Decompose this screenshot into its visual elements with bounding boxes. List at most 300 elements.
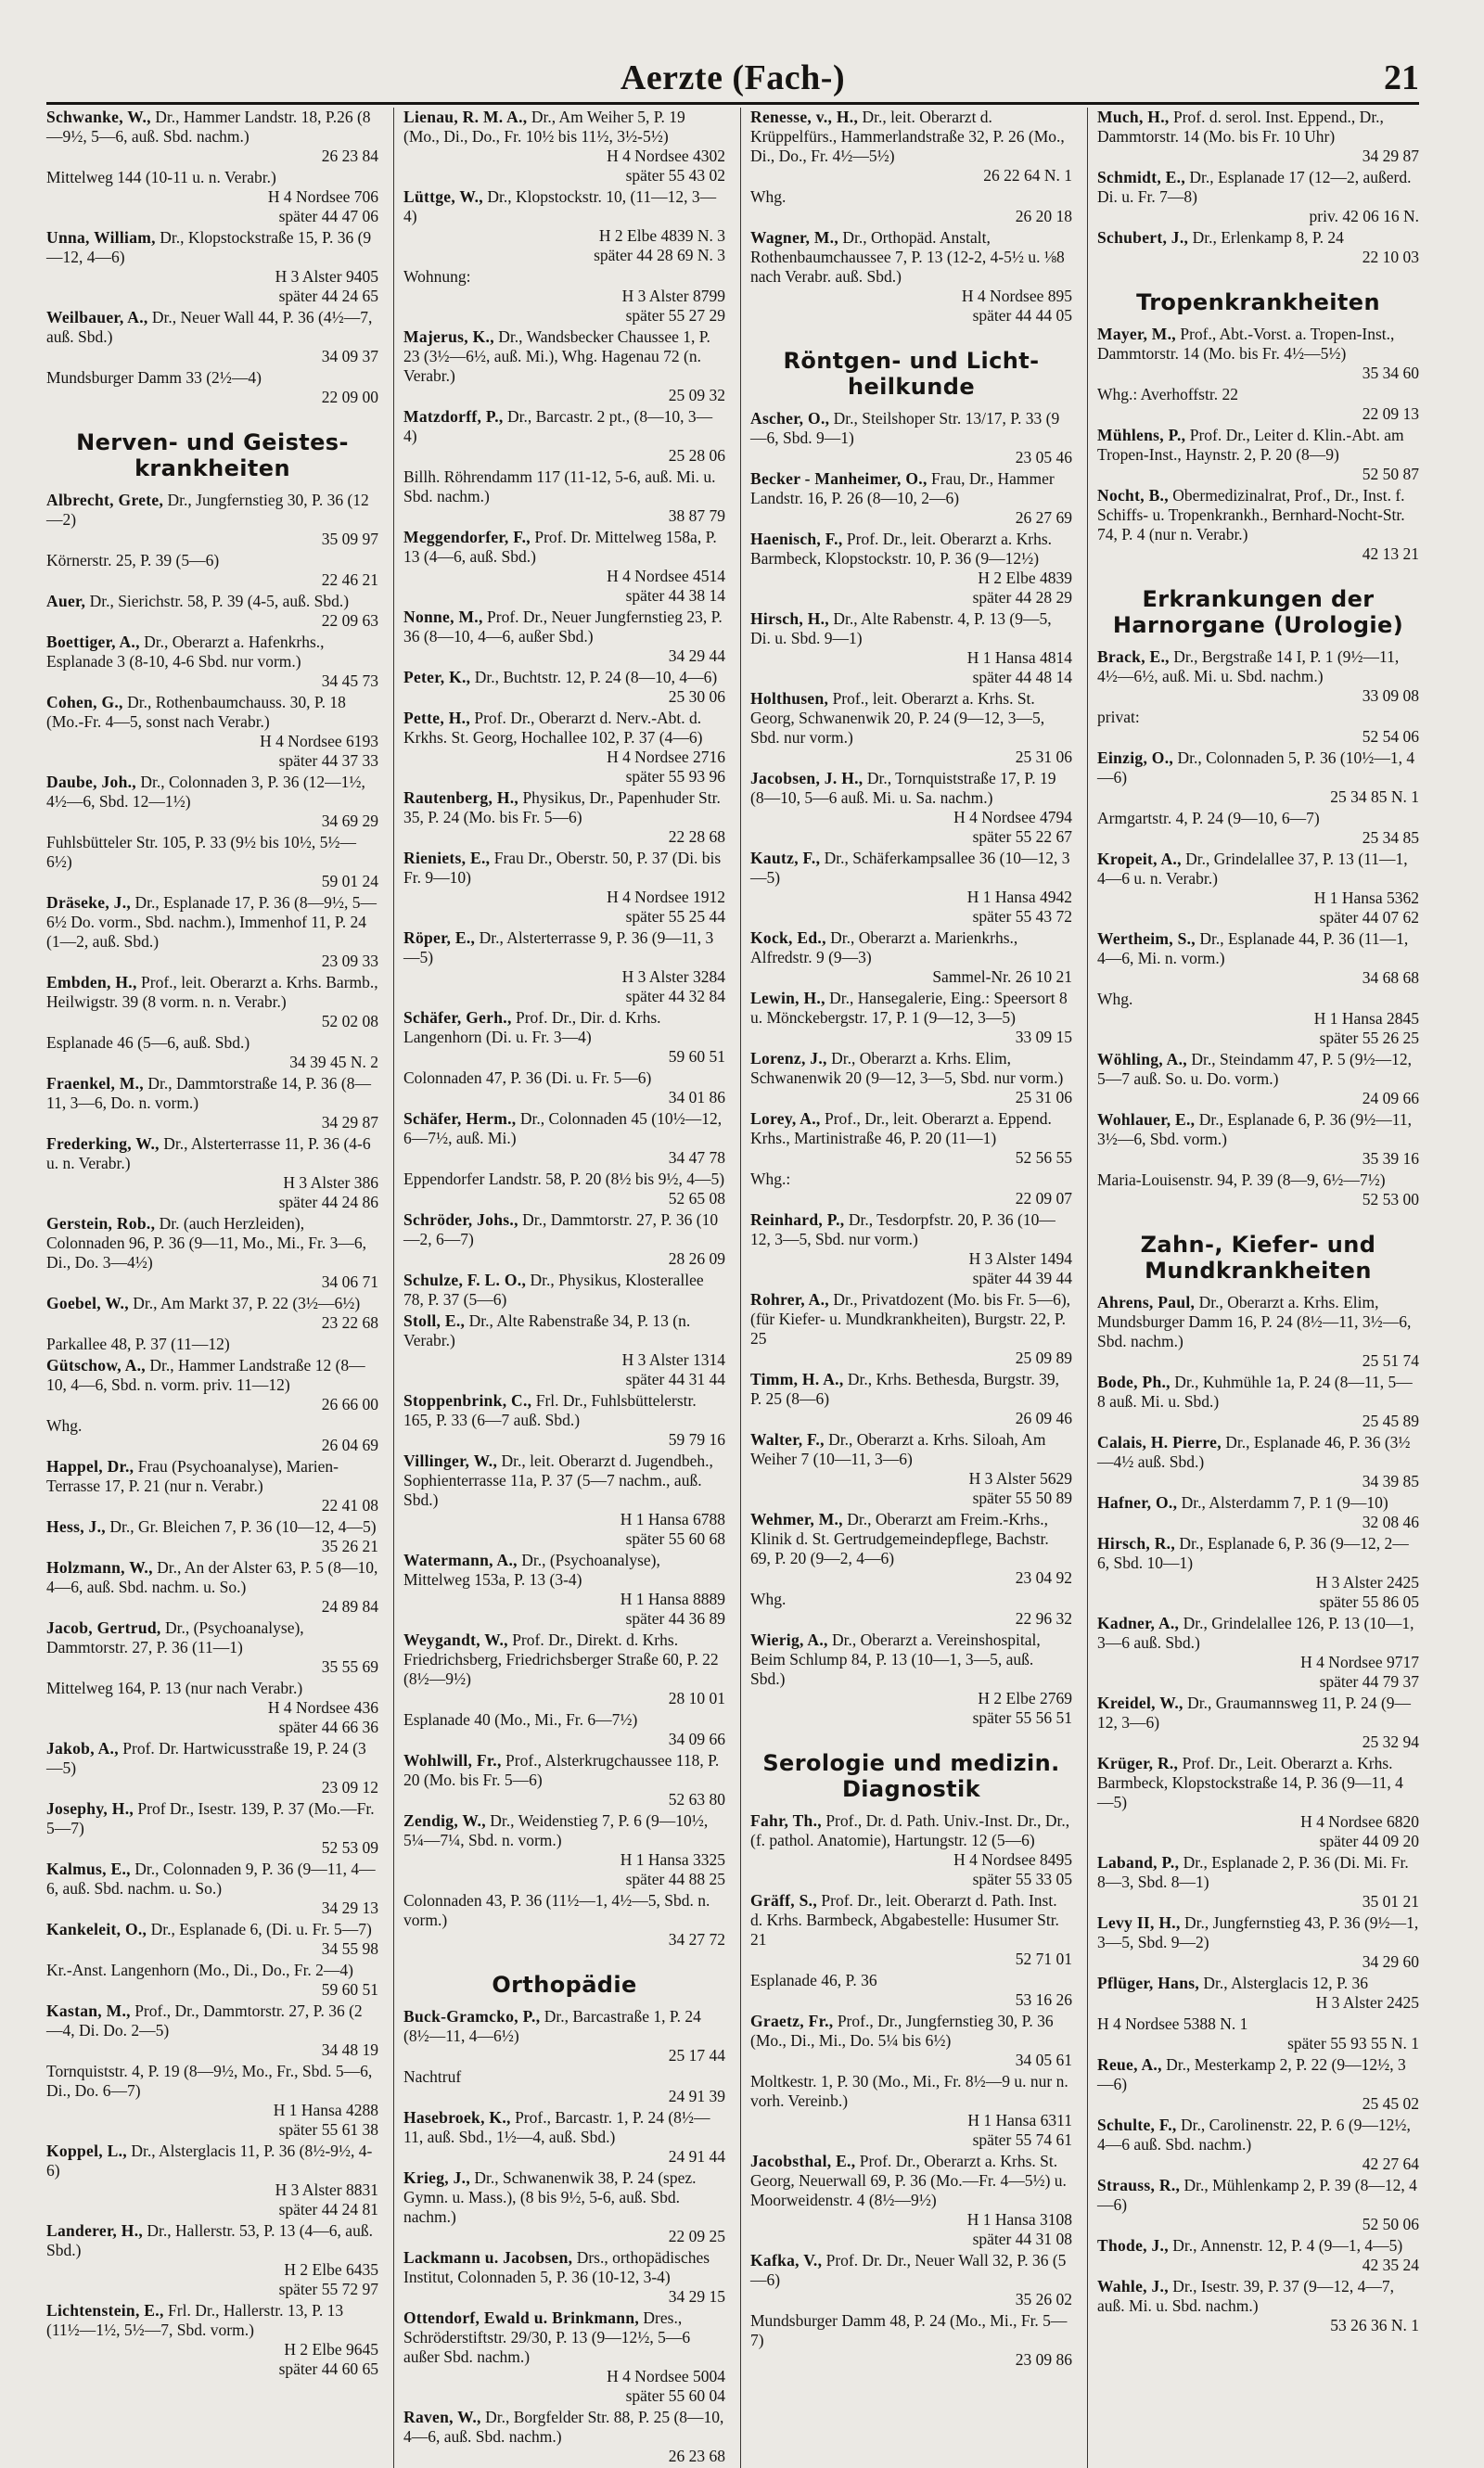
doctor-name: Landerer, H., bbox=[46, 2221, 144, 2240]
directory-entry bbox=[403, 1311, 725, 1389]
doctor-name: Jakob, A., bbox=[46, 1739, 119, 1758]
doctor-name: Röper, E., bbox=[403, 928, 476, 947]
phone-number: H 4 Nordsee 895 bbox=[961, 287, 1072, 305]
entry-line bbox=[403, 2308, 725, 2367]
entry-details: Dr., Colonnaden 9, P. 36 (9—11, 4—6, auß. Sbd. nachm. u. So.) bbox=[46, 1860, 376, 1898]
entry-line bbox=[46, 1356, 378, 1395]
doctor-name: Pette, H., bbox=[403, 709, 470, 727]
entry-body bbox=[750, 989, 1068, 1027]
phone-number: 22 96 32 bbox=[1015, 1609, 1072, 1628]
directory-entry bbox=[750, 1510, 1072, 1588]
directory-entry bbox=[46, 2001, 378, 2060]
entry-details: Physikus, Dr., Papenhuder Str. 35, P. 24 (Mo. bis Fr. 5—6) bbox=[403, 788, 721, 826]
doctor-name: Gräff, S., bbox=[750, 1891, 818, 1910]
doctor-name: Hirsch, H., bbox=[750, 609, 829, 628]
entry-line bbox=[403, 788, 725, 827]
phone-number: 53 26 36 N. 1 bbox=[1330, 2316, 1419, 2334]
doctor-name: Watermann, A., bbox=[403, 1551, 518, 1569]
entry-line bbox=[1097, 1110, 1419, 1149]
directory-entry bbox=[750, 2012, 1072, 2070]
entry-body bbox=[46, 1517, 377, 1536]
later-phone-number: später 55 74 61 bbox=[972, 2130, 1072, 2149]
phone-number: 52 02 08 bbox=[321, 1012, 378, 1030]
entry-details: Parkallee 48, P. 37 (11—12) bbox=[46, 1335, 230, 1353]
doctor-name: Haenisch, F., bbox=[750, 530, 843, 548]
directory-entry bbox=[1097, 1974, 1419, 2013]
phone-number: 24 89 84 bbox=[321, 1597, 378, 1616]
entry-body bbox=[1097, 1754, 1403, 1811]
entry-line bbox=[403, 187, 725, 226]
directory-entry bbox=[750, 1430, 1072, 1508]
entry-details: Dr., Oberarzt am Freim.-Krhs., Klinik d. St. Gertrudgemeindepflege, Bachstr. 69, P. 20 (9—2, 4—6) bbox=[750, 1510, 1049, 1567]
entry-line bbox=[403, 528, 725, 567]
later-phone-number: später 55 61 38 bbox=[278, 2120, 378, 2139]
entry-body bbox=[403, 1751, 719, 1789]
phone-number: H 4 Nordsee 6193 bbox=[260, 732, 378, 750]
entry-body bbox=[1097, 2277, 1394, 2315]
entry-details: Dr., Privatdozent (Mo. bis Fr. 5—6), (für Kiefer- u. Mundkrankheiten), Burgstr. 22, P. 25 bbox=[750, 1290, 1071, 1348]
phone-number: H 1 Hansa 5362 bbox=[1313, 889, 1419, 907]
entry-body bbox=[403, 2168, 697, 2226]
phone-number: 25 30 06 bbox=[668, 687, 725, 706]
phone-number: 52 50 06 bbox=[1362, 2215, 1419, 2233]
entry-body bbox=[750, 1109, 1052, 1147]
phone-number: 33 09 08 bbox=[1362, 686, 1419, 705]
entry-body bbox=[1097, 2176, 1417, 2214]
entry-details: Prof., Dr., leit. Oberarzt a. Eppend. Krhs., Martinistraße 46, P. 20 (11—1) bbox=[750, 1109, 1052, 1147]
directory-entry bbox=[1097, 1913, 1419, 1972]
phone-number: 52 53 00 bbox=[1362, 1190, 1419, 1208]
entry-line bbox=[46, 108, 378, 147]
entry-body bbox=[403, 1710, 637, 1729]
section-heading: Röntgen- und Licht-heilkunde bbox=[783, 348, 1040, 400]
entry-line bbox=[46, 2221, 378, 2260]
entry-body bbox=[46, 1618, 304, 1656]
directory-entry bbox=[46, 1618, 378, 1677]
entry-line bbox=[750, 1630, 1072, 1689]
entry-body bbox=[46, 833, 356, 871]
entry-details: Dr., Oberarzt a. Hafenkrhs., Esplanade 3 (8-10, 4-6 Sbd. nur vorm.) bbox=[46, 633, 325, 671]
directory-entry bbox=[1097, 809, 1419, 848]
phone-number: 33 09 15 bbox=[1015, 1028, 1072, 1046]
entry-line bbox=[46, 2001, 378, 2040]
entry-details: Esplanade 46, P. 36 bbox=[750, 1971, 877, 1989]
entry-line bbox=[1097, 1534, 1419, 1573]
entry-details: Dr., Hallerstr. 53, P. 13 (4—6, auß. Sbd.) bbox=[46, 2221, 373, 2259]
entry-line bbox=[46, 168, 378, 187]
directory-entry bbox=[403, 2108, 725, 2167]
entry-details: Dr., Orthopäd. Anstalt, Rothenbaumchaussee 7, P. 13 (12-2, 4-5½ u. ⅛8 nach Verabr. auß. Sbd.) bbox=[750, 228, 1065, 286]
directory-entry bbox=[1097, 990, 1419, 1048]
doctor-name: Boettiger, A., bbox=[46, 633, 140, 651]
doctor-name: Auer, bbox=[46, 592, 86, 610]
entry-details: Dr., Rothenbaumchauss. 30, P. 18 (Mo.-Fr. 4—5, sonst nach Verabr.) bbox=[46, 693, 346, 731]
entry-body bbox=[750, 2072, 1068, 2110]
entry-line bbox=[46, 1134, 378, 1173]
page-title: Aerzte (Fach-) bbox=[620, 58, 846, 97]
later-phone-number: später 44 09 20 bbox=[1319, 1832, 1419, 1850]
directory-entry bbox=[1097, 1853, 1419, 1912]
doctor-name: Stoll, E., bbox=[403, 1311, 466, 1330]
entry-details: Dr., Kuhmühle 1a, P. 24 (8—11, 5—8 auß. Mi. u. Sbd.) bbox=[1097, 1373, 1413, 1411]
directory-entry bbox=[46, 308, 378, 366]
entry-details: Dr., Alte Rabenstr. 4, P. 13 (9—5, Di. u. Sbd. 9—1) bbox=[750, 609, 1052, 647]
phone-number: 23 22 68 bbox=[321, 1313, 378, 1332]
entry-body bbox=[750, 409, 1059, 447]
phone-number: H 4 Nordsee 436 bbox=[267, 1698, 378, 1717]
directory-entry bbox=[750, 108, 1072, 185]
entry-body bbox=[403, 849, 721, 887]
directory-entry bbox=[403, 668, 725, 707]
entry-line bbox=[46, 1920, 378, 1939]
doctor-name: Lewin, H., bbox=[750, 989, 825, 1007]
entry-body bbox=[1097, 168, 1412, 206]
entry-details: Prof., Dr. d. Path. Univ.-Inst. Dr., Dr., (f. pathol. Anatomie), Hartungstr. 12 (5—6) bbox=[750, 1811, 1070, 1849]
phone-number: 22 41 08 bbox=[321, 1496, 378, 1515]
doctor-name: Renesse, v., H., bbox=[750, 108, 859, 126]
entry-details: Prof., leit. Oberarzt a. Krhs. Barmb., Heilwigstr. 39 (8 vorm. n. n. Verabr.) bbox=[46, 973, 378, 1011]
directory-entry bbox=[403, 1751, 725, 1809]
entry-line bbox=[403, 1109, 725, 1148]
doctor-name: Schulze, F. L. O., bbox=[403, 1271, 527, 1289]
doctor-name: Mühlens, P., bbox=[1097, 426, 1186, 444]
entry-body bbox=[750, 1811, 1069, 1849]
phone-number: 34 09 37 bbox=[321, 347, 378, 365]
directory-entry bbox=[750, 1891, 1072, 1969]
entry-body bbox=[750, 1510, 1049, 1567]
entry-line bbox=[46, 1618, 378, 1657]
entry-body bbox=[1097, 990, 1132, 1008]
entry-line bbox=[403, 2007, 725, 2046]
phone-number: 26 04 69 bbox=[321, 1436, 378, 1454]
doctor-name: Kautz, F., bbox=[750, 849, 821, 867]
directory-entry bbox=[46, 833, 378, 891]
doctor-name: Majerus, K., bbox=[403, 327, 494, 346]
directory-entry bbox=[403, 1210, 725, 1269]
directory-entry bbox=[750, 928, 1072, 987]
doctor-name: Meggendorfer, F., bbox=[403, 528, 531, 546]
directory-entry bbox=[403, 607, 725, 666]
phone-number: 26 23 68 bbox=[668, 2447, 725, 2465]
entry-details: Dr. (auch Herzleiden), Colonnaden 96, P. 36 (9—11, Mo., Mi., Fr. 3—6, Di., Do. 3—4½) bbox=[46, 1214, 366, 1272]
doctor-name: Schubert, J., bbox=[1097, 228, 1189, 247]
phone-number: H 1 Hansa 3325 bbox=[620, 1850, 725, 1869]
entry-details: Nachtruf bbox=[403, 2067, 462, 2086]
entry-body bbox=[46, 1558, 377, 1596]
entry-details: Prof., Dr., Dammtorstr. 27, P. 36 (2—4, Di. Do. 2—5) bbox=[46, 2001, 363, 2040]
later-phone-number: später 44 79 37 bbox=[1319, 1672, 1419, 1691]
doctor-name: Cohen, G., bbox=[46, 693, 123, 711]
entry-body bbox=[46, 1679, 302, 1697]
phone-number: 34 27 72 bbox=[668, 1930, 725, 1949]
entry-body bbox=[46, 973, 378, 1011]
entry-line bbox=[46, 1517, 378, 1537]
entry-line bbox=[1097, 1974, 1419, 1993]
phone-number: 34 29 87 bbox=[321, 1113, 378, 1132]
later-phone-number: später 44 37 33 bbox=[278, 751, 378, 770]
entry-details: Dr., Grindelallee 37, P. 13 (11—1, 4—6 u. n. Verabr.) bbox=[1097, 850, 1408, 888]
phone-number: 32 08 46 bbox=[1362, 1513, 1419, 1531]
entry-line bbox=[750, 469, 1072, 508]
entry-details: Dr., Buchtstr. 12, P. 24 (8—10, 4—6) bbox=[474, 668, 718, 686]
entry-body bbox=[403, 1891, 710, 1929]
entry-line bbox=[1097, 2055, 1419, 2094]
directory-entry bbox=[46, 368, 378, 407]
phone-number: 34 29 15 bbox=[668, 2287, 725, 2306]
entry-body bbox=[403, 1271, 704, 1309]
entry-details: Whg. bbox=[750, 187, 787, 206]
entry-line bbox=[750, 2251, 1072, 2290]
directory-entry bbox=[403, 928, 725, 1006]
phone-number: 59 60 51 bbox=[668, 1047, 725, 1066]
entry-body bbox=[46, 1214, 366, 1272]
directory-entry bbox=[46, 1457, 378, 1515]
directory-entry bbox=[750, 1630, 1072, 1728]
entry-line bbox=[403, 607, 725, 646]
entry-details: Dr., Wandsbecker Chaussee 1, P. 23 (3½—6½, auß. Mi.), Whg. Hagenau 72 (n. Verabr.) bbox=[403, 327, 710, 385]
entry-details: Dr., Borgfelder Str. 88, P. 25 (8—10, 4—6, auß. Sbd. nachm.) bbox=[403, 2408, 724, 2446]
entry-body bbox=[1097, 1853, 1409, 1891]
entry-body bbox=[750, 689, 1044, 747]
phone-number: 25 45 89 bbox=[1362, 1412, 1419, 1430]
entry-body bbox=[1097, 1293, 1411, 1350]
entry-line bbox=[403, 2168, 725, 2227]
doctor-name: Schmidt, E., bbox=[1097, 168, 1186, 186]
doctor-name: Kankeleit, O., bbox=[46, 1920, 147, 1938]
doctor-name: Kalmus, E., bbox=[46, 1860, 131, 1878]
directory-entry bbox=[1097, 1614, 1419, 1692]
entry-details: Dr., Esplanade 17, P. 36 (8—9½, 5—6½ Do. vorm., Sbd. nachm.), Immenhof 11, P. 24 (1—2, auß. Sbd.) bbox=[46, 893, 377, 951]
entry-line bbox=[1097, 1754, 1419, 1812]
entry-line bbox=[403, 1451, 725, 1510]
entry-details: Colonnaden 43, P. 36 (11½—1, 4½—5, Sbd. n. vorm.) bbox=[403, 1891, 710, 1929]
entry-line bbox=[750, 1109, 1072, 1148]
entry-line bbox=[403, 2408, 725, 2447]
doctor-name: Peter, K., bbox=[403, 668, 471, 686]
phone-number: H 1 Hansa 6311 bbox=[967, 2111, 1072, 2129]
phone-number: 25 31 06 bbox=[1015, 748, 1072, 766]
entry-body bbox=[403, 1068, 651, 1087]
phone-number: 25 28 06 bbox=[668, 446, 725, 465]
directory-entry bbox=[1097, 748, 1419, 807]
entry-line bbox=[403, 668, 725, 687]
phone-number: 25 31 06 bbox=[1015, 1088, 1072, 1106]
directory-entry bbox=[403, 1811, 725, 1889]
entry-body bbox=[46, 1961, 353, 1979]
entry-details: Dr., Steindamm 47, P. 5 (9½—12, 5—7 auß. So. u. Do. vorm.) bbox=[1097, 1050, 1413, 1088]
entry-body bbox=[403, 668, 717, 686]
entry-line bbox=[403, 267, 725, 287]
later-phone-number: später 55 33 05 bbox=[972, 1870, 1072, 1888]
entry-details: Dr., Esplanade 6, P. 36 (9—12, 2—6, Sbd. 10—1) bbox=[1097, 1534, 1409, 1572]
entry-line bbox=[750, 1049, 1072, 1088]
entry-line bbox=[403, 1008, 725, 1047]
section-heading: Erkrankungen der Harnorgane (Urologie) bbox=[1112, 586, 1404, 638]
entry-details: Billh. Röhrendamm 117 (11-12, 5-6, auß. Mi. u. Sbd. nachm.) bbox=[403, 467, 716, 505]
phone-number: H 3 Alster 2425 bbox=[1315, 1573, 1419, 1592]
directory-entry bbox=[750, 469, 1072, 528]
entry-line bbox=[403, 1751, 725, 1790]
entry-details: Dr., Erlenkamp 8, P. 24 bbox=[1192, 228, 1344, 247]
entry-body bbox=[1097, 1170, 1386, 1189]
entry-line bbox=[750, 2152, 1072, 2210]
entry-details: Dr., Bergstraße 14 I, P. 1 (9½—11, 4½—6½, auß. Mi. u. Sbd. nachm.) bbox=[1097, 647, 1400, 685]
column-3 bbox=[740, 108, 1072, 2468]
entry-details: Dr., Physikus, Klosterallee 78, P. 37 (5—6) bbox=[403, 1271, 704, 1309]
phone-number: 52 56 55 bbox=[1015, 1148, 1072, 1167]
phone-number: 35 34 60 bbox=[1362, 364, 1419, 382]
directory-entry bbox=[46, 1134, 378, 1212]
entry-details: Drs., orthopädisches Institut, Colonnaden 5, P. 36 (10-12, 3-4) bbox=[403, 2248, 710, 2286]
phone-number: 52 50 87 bbox=[1362, 465, 1419, 483]
phone-number: 35 26 02 bbox=[1015, 2290, 1072, 2308]
phone-number: 34 29 44 bbox=[668, 646, 725, 665]
phone-number: 24 09 66 bbox=[1362, 1089, 1419, 1107]
phone-number: 28 10 01 bbox=[668, 1689, 725, 1707]
directory-entry bbox=[46, 2221, 378, 2299]
entry-body bbox=[403, 607, 723, 646]
directory-entry bbox=[750, 1049, 1072, 1107]
directory-entry bbox=[1097, 647, 1419, 706]
phone-number: H 2 Elbe 6435 bbox=[284, 2260, 378, 2279]
phone-number: 25 34 85 bbox=[1362, 828, 1419, 847]
entry-body bbox=[750, 2012, 1054, 2050]
doctor-name: Walter, F., bbox=[750, 1430, 825, 1449]
entry-body bbox=[750, 1049, 1063, 1087]
phone-number: H 3 Alster 1314 bbox=[621, 1350, 725, 1369]
phone-number: 52 54 06 bbox=[1362, 727, 1419, 746]
directory-entry bbox=[403, 1271, 725, 1310]
entry-line bbox=[46, 368, 378, 388]
doctor-name: Schäfer, Gerh., bbox=[403, 1008, 512, 1027]
entry-line bbox=[1097, 168, 1419, 207]
doctor-name: Bode, Ph., bbox=[1097, 1373, 1171, 1391]
doctor-name: Holthusen, bbox=[750, 689, 829, 708]
doctor-name: Schwanke, W., bbox=[46, 108, 151, 126]
entry-details: Prof., leit. Oberarzt a. Krhs. St. Georg, Schwanenwik 20, P. 24 (9—12, 3—5, Sbd. nur vorm.) bbox=[750, 689, 1045, 747]
entry-details: Dr., Dammtorstraße 14, P. 36 (8—11, 3—6, Do. n. vorm.) bbox=[46, 1074, 371, 1112]
doctor-name: Reue, A., bbox=[1097, 2055, 1162, 2074]
entry-details: Dr., Neuer Wall 44, P. 36 (4½—7, auß. Sbd.) bbox=[46, 308, 373, 346]
phone-number: 42 13 21 bbox=[1362, 544, 1419, 563]
doctor-name: Schröder, Johs., bbox=[403, 1210, 518, 1229]
doctor-name: Weygandt, W., bbox=[403, 1630, 508, 1649]
entry-body bbox=[403, 467, 716, 505]
entry-details: Dres., Schröderstiftstr. 29/30, P. 13 (9—12½, 5—6 außer Sbd. nachm.) bbox=[403, 2308, 691, 2366]
phone-number: 22 28 68 bbox=[668, 827, 725, 846]
phone-number: 35 26 21 bbox=[321, 1537, 378, 1555]
directory-entry bbox=[46, 973, 378, 1031]
later-phone-number: später 44 24 81 bbox=[278, 2200, 378, 2219]
entry-body bbox=[750, 1210, 1055, 1248]
phone-number: 23 09 12 bbox=[321, 1778, 378, 1797]
entry-details: Prof. Dr., Oberarzt d. Nerv.-Abt. d. Krkhs. St. Georg, Hochallee 102, P. 37 (4—6) bbox=[403, 709, 703, 747]
phone-number: 25 17 44 bbox=[668, 2046, 725, 2065]
directory-entry bbox=[46, 168, 378, 226]
directory-entry bbox=[1097, 929, 1419, 988]
entry-line bbox=[46, 592, 378, 611]
doctor-name: Stoppenbrink, C., bbox=[403, 1391, 532, 1410]
doctor-name: Nonne, M., bbox=[403, 607, 483, 626]
doctor-name: Strauss, R., bbox=[1097, 2176, 1181, 2194]
entry-details: Dr., Grindelallee 126, P. 13 (10—1, 3—6 auß. Sbd.) bbox=[1097, 1614, 1414, 1652]
entry-line bbox=[403, 1891, 725, 1930]
entry-body bbox=[403, 1210, 718, 1248]
entry-details: Dr., Tesdorpfstr. 20, P. 36 (10—12, 3—5, Sbd. nur vorm.) bbox=[750, 1210, 1055, 1248]
directory-entry bbox=[1097, 385, 1419, 424]
doctor-name: Happel, Dr., bbox=[46, 1457, 134, 1476]
phone-number: 23 05 46 bbox=[1015, 448, 1072, 467]
entry-line bbox=[750, 2012, 1072, 2051]
entry-line bbox=[1097, 748, 1419, 787]
directory-entry bbox=[46, 1356, 378, 1414]
entry-body bbox=[750, 187, 786, 206]
phone-number: 22 10 03 bbox=[1362, 248, 1419, 266]
entry-body bbox=[1097, 748, 1414, 786]
entry-body bbox=[1097, 1050, 1412, 1088]
doctor-name: Graetz, Fr., bbox=[750, 2012, 834, 2030]
entry-details: Prof. d. serol. Inst. Eppend., Dr., Dammtorstr. 14 (Mo. bis Fr. 10 Uhr) bbox=[1097, 108, 1384, 146]
entry-line bbox=[1097, 108, 1419, 147]
phone-number: 52 63 80 bbox=[668, 1790, 725, 1809]
entry-body bbox=[750, 1630, 1041, 1688]
entry-body bbox=[46, 1799, 375, 1837]
entry-details: Frau Dr., Oberstr. 50, P. 37 (Di. bis Fr. 9—10) bbox=[403, 849, 722, 887]
entry-details: Mittelweg 164, P. 13 (nur nach Verabr.) bbox=[46, 1679, 303, 1697]
doctor-name: Raven, W., bbox=[403, 2408, 481, 2426]
directory-entry bbox=[46, 1416, 378, 1455]
doctor-name: Krüger, R., bbox=[1097, 1754, 1179, 1772]
directory-entry bbox=[403, 2168, 725, 2246]
phone-number: H 3 Alster 9405 bbox=[275, 267, 378, 286]
later-phone-number: später 44 24 65 bbox=[278, 287, 378, 305]
entry-line bbox=[1097, 1050, 1419, 1089]
entry-details: Dr., Esplanade 6, P. 36 (9½—11, 3½—6, Sbd. vorm.) bbox=[1097, 1110, 1413, 1148]
entry-line bbox=[403, 2108, 725, 2147]
entry-details: Frl. Dr., Fuhlsbüttelerstr. 165, P. 33 (6—7 auß. Sbd.) bbox=[403, 1391, 697, 1429]
entry-body bbox=[46, 1356, 365, 1394]
entry-body bbox=[403, 1170, 724, 1188]
doctor-name: Jacobsthal, E., bbox=[750, 2152, 856, 2170]
directory-entry bbox=[403, 267, 725, 326]
entry-body bbox=[750, 1290, 1070, 1348]
phone-number: 34 06 71 bbox=[321, 1272, 378, 1291]
doctor-name: Zendig, W., bbox=[403, 1811, 486, 1830]
entry-body bbox=[46, 2221, 373, 2259]
phone-number: H 4 Nordsee 4302 bbox=[607, 147, 725, 165]
doctor-name: Matzdorff, P., bbox=[403, 407, 504, 426]
directory-entry bbox=[1097, 1534, 1419, 1612]
phone-number: H 1 Hansa 6788 bbox=[620, 1510, 725, 1528]
doctor-name: Koppel, L., bbox=[46, 2142, 127, 2160]
entry-line bbox=[46, 551, 378, 570]
phone-number: H 3 Alster 2425 bbox=[1315, 1993, 1419, 2012]
phone-number: H 1 Hansa 2845 bbox=[1313, 1009, 1419, 1028]
directory-entry bbox=[46, 1799, 378, 1858]
phone-number: 25 45 02 bbox=[1362, 2094, 1419, 2113]
doctor-name: Brack, E., bbox=[1097, 647, 1170, 666]
entry-line bbox=[46, 228, 378, 267]
entry-body bbox=[46, 1416, 82, 1435]
doctor-name: Ascher, O., bbox=[750, 409, 830, 428]
phone-number: H 2 Elbe 2769 bbox=[978, 1689, 1072, 1707]
entry-line bbox=[1097, 426, 1419, 465]
entry-line bbox=[403, 1811, 725, 1850]
entry-body bbox=[403, 327, 710, 385]
doctor-name: Becker - Manheimer, O., bbox=[750, 469, 928, 488]
directory-entry bbox=[1097, 1493, 1419, 1532]
entry-line bbox=[1097, 1694, 1419, 1733]
